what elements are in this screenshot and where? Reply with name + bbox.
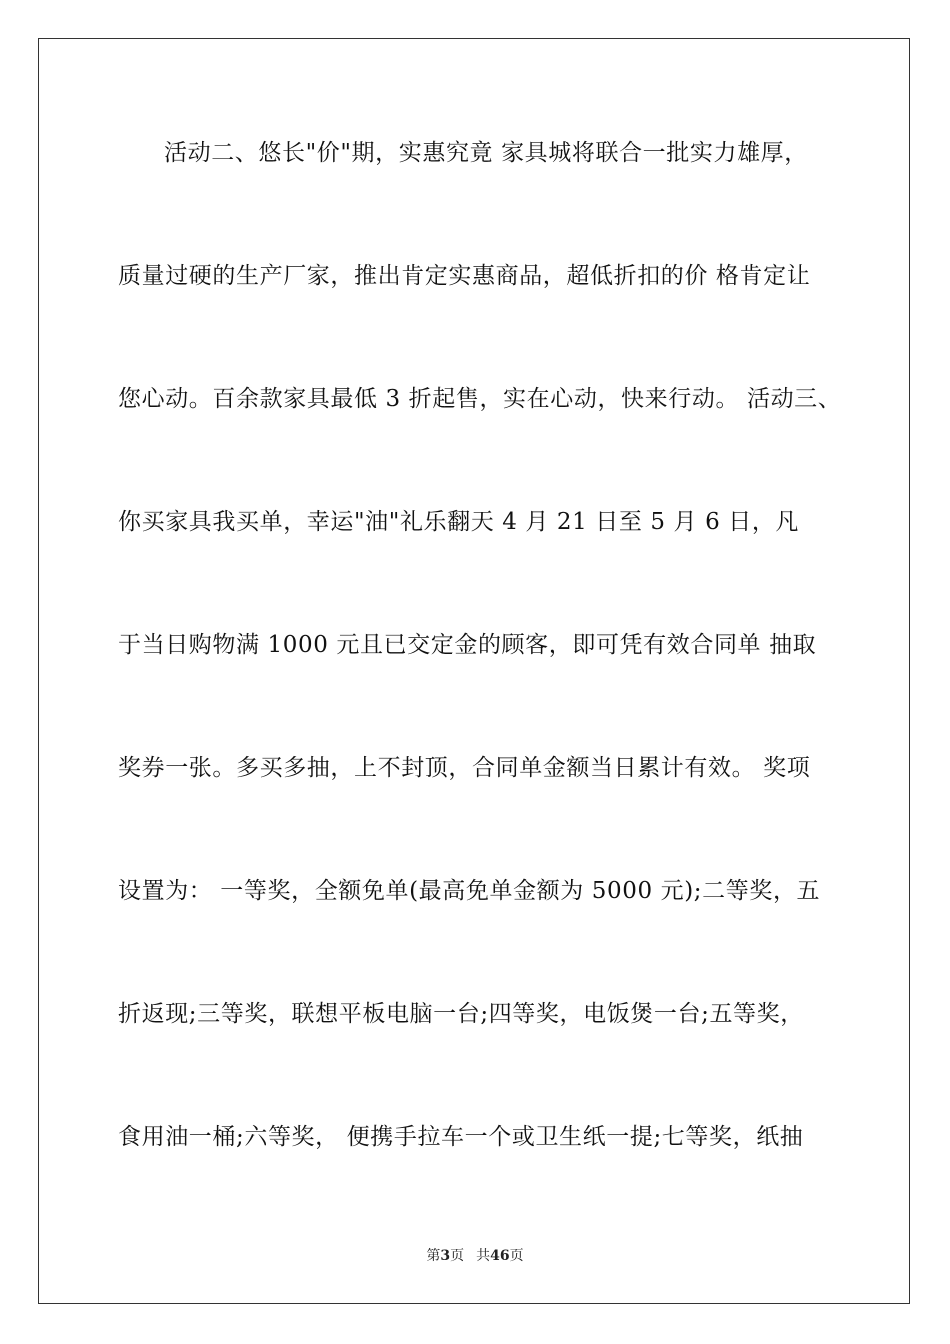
footer-page-suffix: 页: [450, 1248, 465, 1264]
footer-page-number: 3: [440, 1248, 451, 1264]
paragraph-line-8: 折返现;三等奖，联想平板电脑一台;四等奖，电饭煲一台;五等奖，: [118, 1001, 804, 1027]
footer-total-pages: 46: [490, 1248, 510, 1264]
paragraph-line-9: 食用油一桶;六等奖， 便携手拉车一个或卫生纸一提;七等奖，纸抽: [118, 1124, 804, 1150]
paragraph-line-6: 奖券一张。多买多抽，上不封顶，合同单金额当日累计有效。 奖项: [118, 755, 811, 781]
footer-total-suffix: 页: [509, 1248, 524, 1264]
paragraph-line-7: 设置为： 一等奖，全额免单(最高免单金额为 5000 元);二等奖，五: [118, 878, 821, 904]
paragraph-line-2: 质量过硬的生产厂家，推出肯定实惠商品，超低折扣的价 格肯定让: [118, 263, 811, 289]
page-footer: [0, 1247, 950, 1265]
footer-total-prefix: 共: [476, 1248, 491, 1264]
paragraph-line-5: 于当日购物满 1000 元且已交定金的顾客，即可凭有效合同单 抽取: [118, 632, 817, 658]
paragraph-line-4: 你买家具我买单，幸运"油"礼乐翻天 4 月 21 日至 5 月 6 日，凡: [118, 509, 800, 535]
footer-page-prefix: 第: [426, 1248, 441, 1264]
paragraph-line-1: 活动二、悠长"价"期，实惠究竟 家具城将联合一批实力雄厚，: [164, 140, 808, 166]
paragraph-line-3: 您心动。百余款家具最低 3 折起售，实在心动，快来行动。 活动三、: [118, 386, 842, 412]
page-frame: [38, 38, 910, 1304]
